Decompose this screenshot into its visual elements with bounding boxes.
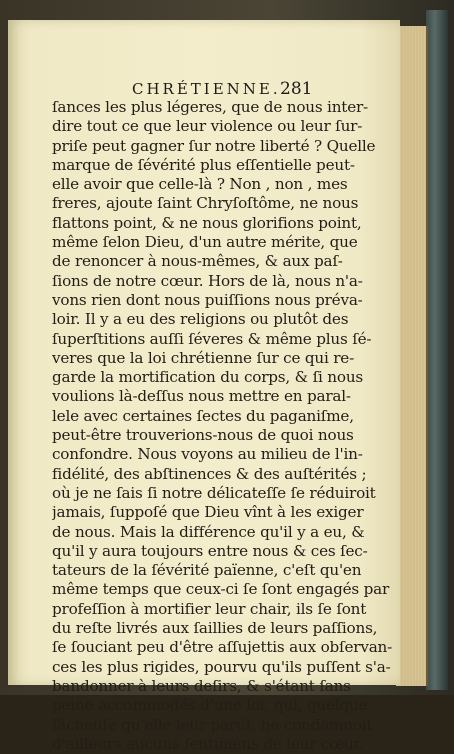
text-line: qu'il y aura toujours entre nous & ces ſec- [52, 541, 368, 560]
book-page [8, 20, 400, 753]
text-line: dire tout ce que leur violence ou leur ſur- [52, 117, 363, 136]
text-line: vons rien dont nous puiſſions nous préva- [52, 290, 363, 309]
text-line: freres, ajoute ſaint Chryſoſtôme, ne nous [52, 194, 359, 213]
page-number: 281 [280, 79, 313, 99]
text-line: où je ne ſais ſi notre délicateſſe ſe réduiroit [52, 483, 376, 502]
text-line: jamais, ſuppoſé que Dieu vînt à les exiger [52, 503, 364, 522]
text-line: priſe peut gagner ſur notre liberté ? Quelle [52, 136, 376, 155]
text-line: voulions là-deſſus nous mettre en paral- [52, 387, 351, 406]
book-spine-binding [426, 10, 448, 690]
text-line: flattons point, & ne nous glorifions point, [52, 213, 362, 232]
running-head: CHRÉTIENNE. [132, 80, 281, 98]
text-line: marque de ſévérité plus eſſentielle peut- [52, 155, 355, 174]
text-line: ſe ſouciant peu d'être aſſujettis aux obſervan- [52, 638, 393, 657]
text-line: fâcheuſe qu'elle leur parût, ne condamnoit [52, 715, 373, 734]
text-line: garde la mortification du corps, & ſi nous [52, 368, 363, 387]
text-line: tateurs de la ſévérité païenne, c'eſt qu'en [52, 561, 362, 580]
text-line: ſances les plus légeres, que de nous inter- [52, 98, 368, 116]
text-line: profeſſion à mortifier leur chair, ils ſe ſont [52, 599, 367, 618]
text-line: ces les plus rigides, pourvu qu'ils puſſent s'a- [52, 657, 391, 676]
text-line: peut-être trouverions-nous de quoi nous [52, 426, 354, 445]
text-line: de nous. Mais la différence qu'il y a eu, & [52, 522, 365, 541]
text-line: confondre. Nous voyons au milieu de l'in- [52, 445, 363, 464]
text-line: bandonner à leurs deſirs, & s'étant ſans [52, 676, 351, 695]
text-line: ſuperſtitions auſſi ſéveres & même plus ſé- [52, 329, 372, 348]
text-line: fidélité, des abſtinences & des auſtérités ; [52, 464, 367, 483]
text-line: loir. Il y a eu des religions ou plutôt des [52, 310, 349, 329]
text-line: peine accommodés d'une loi, qui, quelque [52, 696, 368, 715]
text-line: veres que la loi chrétienne ſur ce qui re- [52, 348, 355, 367]
text-line: elle avoir que celle-là ? Non , non , mes [52, 175, 348, 194]
text-line: même ſelon Dieu, d'un autre mérite, que [52, 233, 358, 252]
text-line: de renoncer à nous-mêmes, & aux paſ- [52, 252, 343, 271]
body-text [52, 98, 402, 754]
text-line: même temps que ceux-ci ſe ſont engagés par [52, 580, 390, 599]
text-line: du reſte livrés aux ſaillies de leurs paſſions, [52, 619, 378, 638]
text-line: d'ailleurs aucuns ſentimens de leur cœur. [52, 734, 364, 753]
text-line: ſions de notre cœur. Hors de là, nous n'a- [52, 271, 363, 290]
text-line: lele avec certaines ſectes du paganiſme, [52, 406, 354, 425]
